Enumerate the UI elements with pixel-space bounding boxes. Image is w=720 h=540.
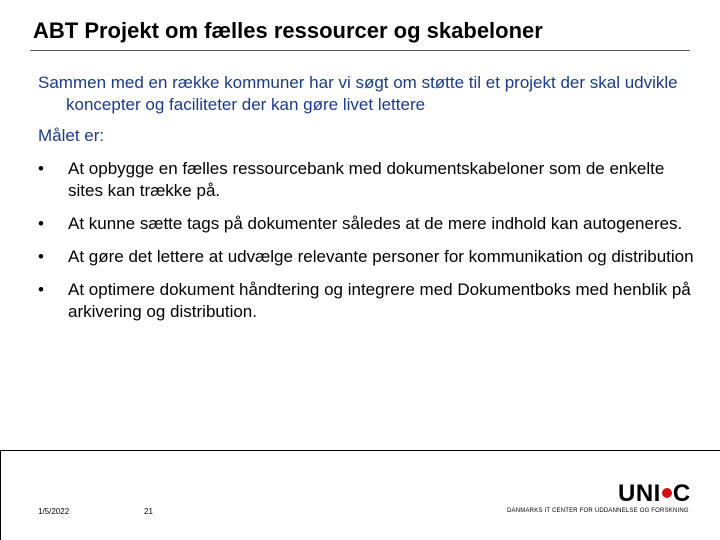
logo-dot-icon [662,488,672,498]
logo-tagline: DANMARKS IT CENTER FOR UDDANNELSE OG FORSKNING [507,508,689,514]
goal-list-item [38,213,698,235]
footer-frame-edge [0,450,1,540]
goal-text: At opbygge en fælles ressourcebank med dokumentskabeloner som de enkelte sites kan trække på. [68,159,665,200]
goal-text: At optimere dokument håndtering og integrere med Dokumentboks med henblik på arkivering og distribution. [68,280,691,321]
logo-text-right: C [672,480,691,507]
logo-text-left: UNI [618,480,661,507]
goal-text: At gøre det lettere at udvælge relevante personer for kommunikation og distribution [68,247,694,266]
footer-divider [0,450,720,451]
page-number: 21 [144,507,153,516]
goal-text: At kunne sætte tags på dokumenter således at de mere indhold kan autogeneres. [68,214,683,233]
goal-list-item [38,279,698,323]
goal-label: Målet er: [38,126,105,145]
goal-list-item [38,158,698,202]
bullet-icon: • [38,214,44,233]
uni-c-logo [618,480,691,508]
intro-paragraph: Sammen med en række kommuner har vi søgt om støtte til et projekt der skal udvikle koncepter og faciliteter der kan gøre livet lettere [38,73,678,114]
bullet-icon: • [38,247,44,266]
goal-list-item [38,246,698,268]
bullet-icon: • [38,159,44,178]
title-divider [30,50,690,51]
goal-list [38,158,698,334]
slide-title: ABT Projekt om fælles ressourcer og skabeloner [33,18,543,43]
footer-date: 1/5/2022 [38,507,70,516]
bullet-icon: • [38,280,44,299]
